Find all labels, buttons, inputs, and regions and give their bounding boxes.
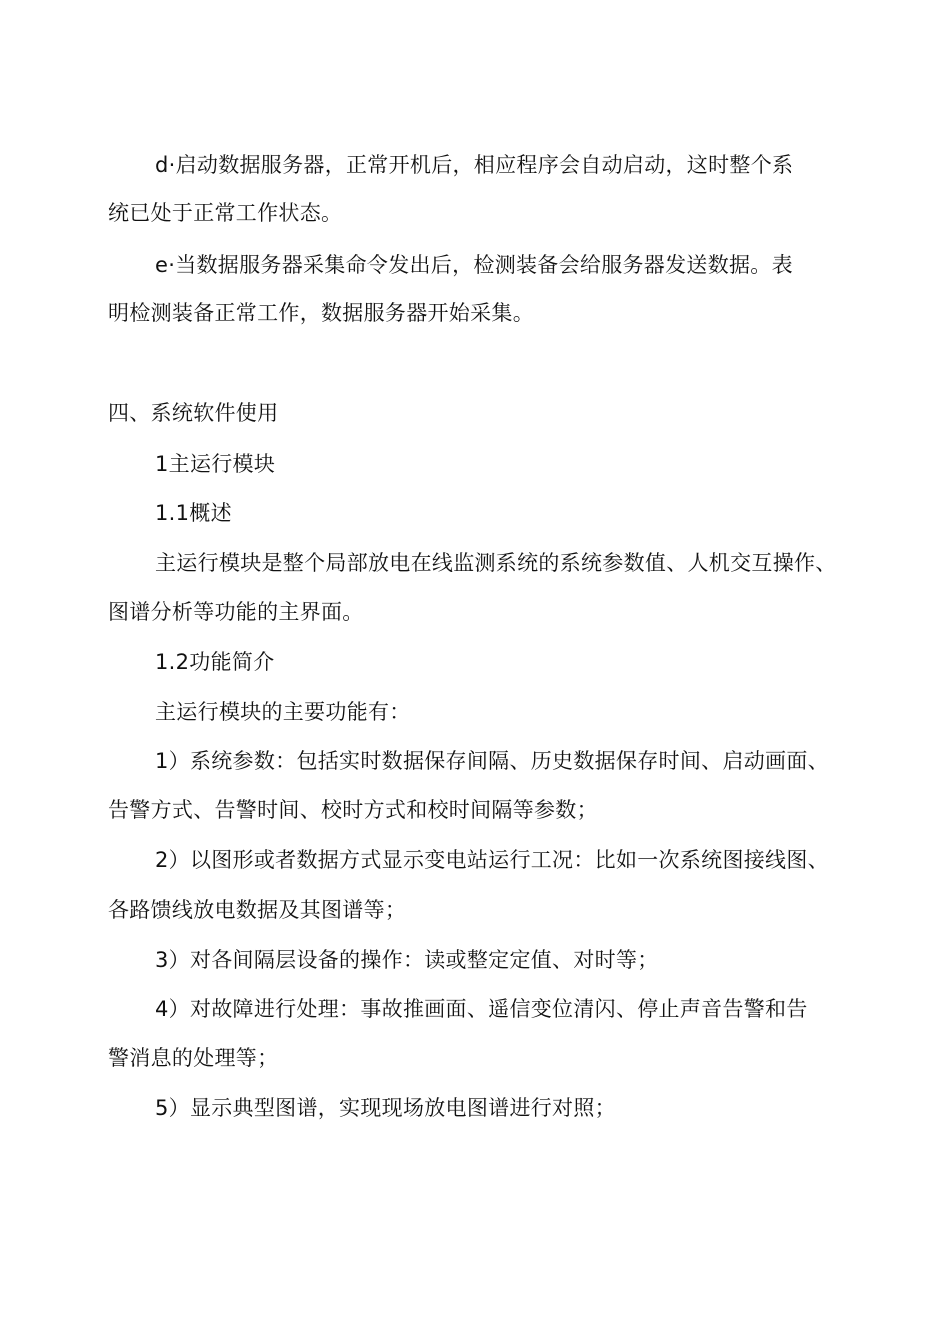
function-item-2-line-1: 2）以图形或者数据方式显示变电站运行工况：比如一次系统图接线图、 (155, 848, 829, 872)
function-item-1-line-1: 1）系统参数：包括实时数据保存间隔、历史数据保存时间、启动画面、 (155, 749, 829, 773)
paragraph-e-line-1: e·当数据服务器采集命令发出后，检测装备会给服务器发送数据。表 (155, 253, 793, 277)
function-item-2-line-2: 各路馈线放电数据及其图谱等； (108, 898, 407, 922)
function-item-3: 3）对各间隔层设备的操作：读或整定定值、对时等； (155, 948, 659, 972)
paragraph-d-line-1: d·启动数据服务器，正常开机后，相应程序会自动启动，这时整个系 (155, 153, 794, 177)
function-item-4-line-1: 4）对故障进行处理：事故推画面、遥信变位清闪、停止声音告警和告 (155, 997, 808, 1021)
function-item-1-line-2: 告警方式、告警时间、校时方式和校时间隔等参数； (108, 798, 598, 822)
subsection-1-heading: 1主运行模块 (155, 452, 276, 476)
function-item-5: 5）显示典型图谱，实现现场放电图谱进行对照； (155, 1096, 616, 1120)
functions-intro: 主运行模块的主要功能有： (155, 700, 411, 724)
subsection-1-1-heading: 1.1概述 (155, 501, 232, 525)
paragraph-e-line-2: 明检测装备正常工作，数据服务器开始采集。 (108, 301, 534, 325)
subsection-1-2-heading: 1.2功能简介 (155, 650, 275, 674)
paragraph-d-line-2: 统已处于正常工作状态。 (108, 201, 343, 225)
section-heading: 四、系统软件使用 (108, 401, 279, 425)
overview-line-1: 主运行模块是整个局部放电在线监测系统的系统参数值、人机交互操作、 (155, 551, 837, 575)
overview-line-2: 图谱分析等功能的主界面。 (108, 600, 364, 624)
function-item-4-line-2: 警消息的处理等； (108, 1046, 279, 1070)
